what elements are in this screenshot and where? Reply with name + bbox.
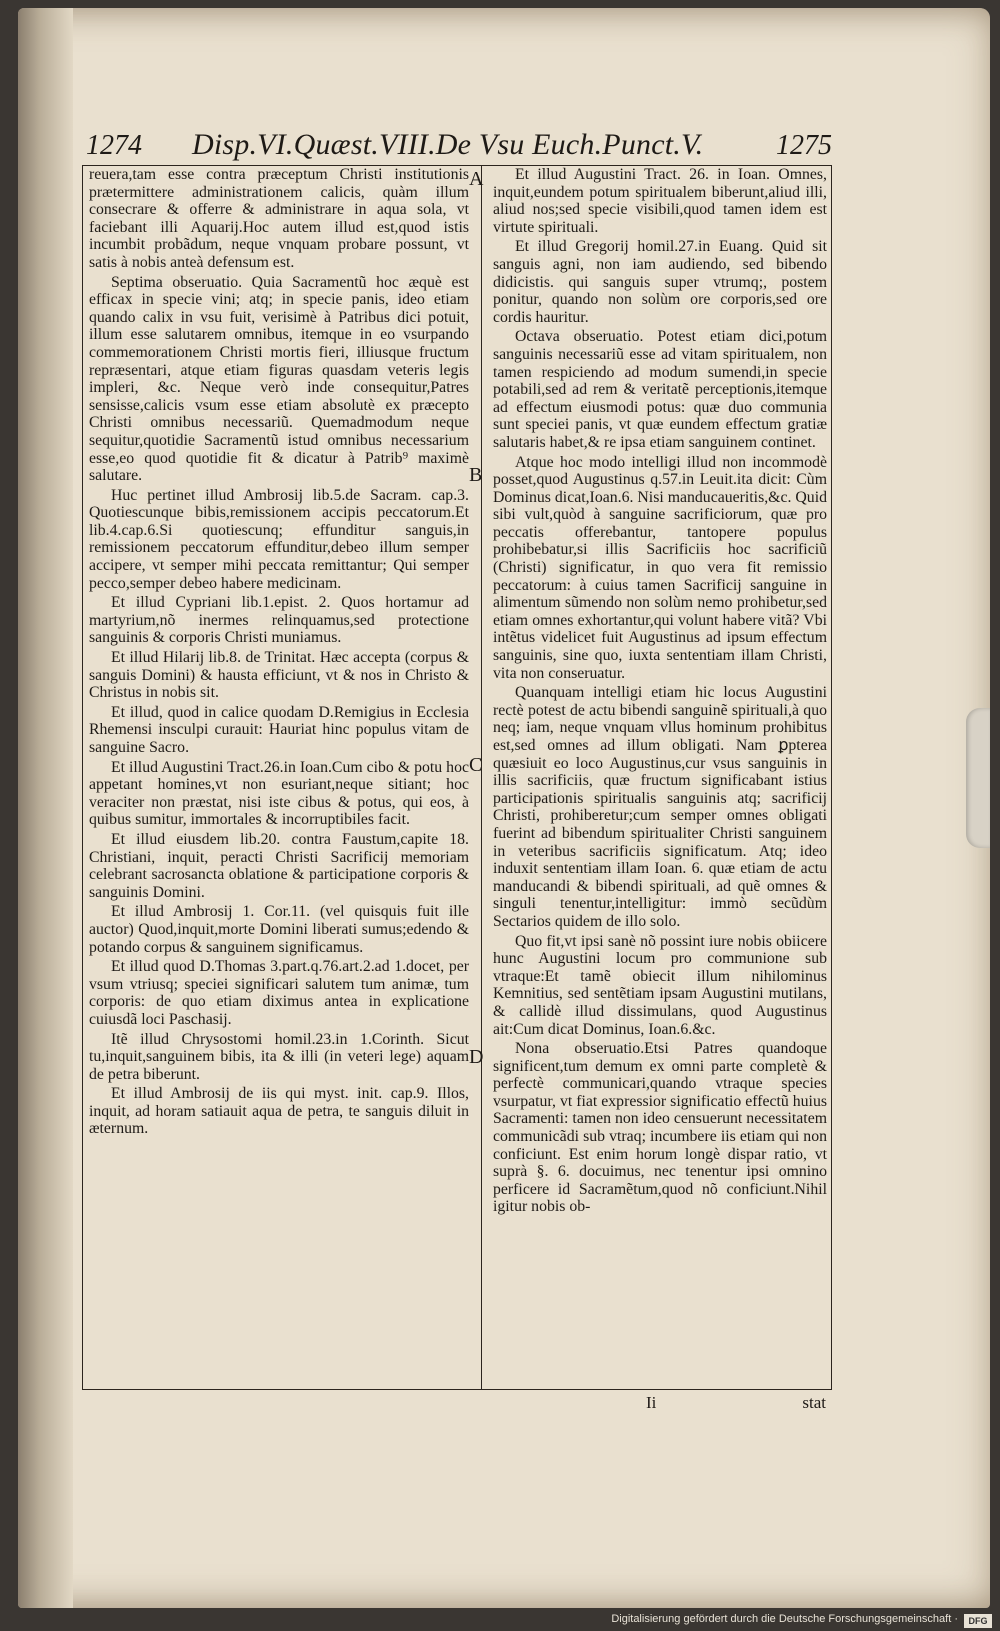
catchword: stat [802, 1393, 826, 1412]
paragraph: Et illud, quod in calice quodam D.Remigius in Ecclesia Rhemensi insculpi curauit: Hauriat hinc populus vitam de sanguine Sacro. [89, 703, 469, 756]
signature-mark: Ii [646, 1393, 657, 1412]
paragraph: Atque hoc modo intelligi illud non incommodè posset,quod Augustinus q.57.in Leuit.ita dicit: Cùm Dominus dicat,Ioan.6. Nisi manducaueritis,&c. Quid sibi vult,quòd à sanguine sacrificiorum, quæ pro peccatis offerebantur, tantopere populus prohibebatur,si illis Sacrificiis hoc sacrificiũ (Christi) significatur, in quo vera fit remissio peccatorum: à cuius tamen Sacrificij sanguine in alimentum sũmendo non solùm nemo prohibetur,sed etiam omnes exhortantur,qui volunt habere vitã? Vbi intẽtus videlicet fuit Augustinus ad ipsum effectum sanguinis, sine quo, iuxta sententiam illam Christi, vita non conseruatur. [493, 453, 827, 682]
dfg-logo: DFG [964, 1614, 992, 1628]
paragraph: reuera,tam esse contra præceptum Christi institutionis prætermittere administrationem calicis, quàm illum consecrare & offerre & administrare in aqua sola, vt faciebant illi Aquarij.Hoc autem illud est,quod istis incumbit probãdum, neque vnquam probare possunt, vt satis à nobis anteà defensum est. [89, 166, 469, 271]
page-footer [82, 1393, 832, 1417]
paragraph: Huc pertinet illud Ambrosij lib.5.de Sacram. cap.3. Quotiescunque bibis,remissionem accipis peccatorum.Et lib.4.cap.6.Si quotiescunq; effunditur sanguis,in remissionem peccatorum effunditur,debeo illum semper accipere, vt semper mihi peccata remittantur; Qui semper pecco,semper debeo habere medicinam. [89, 486, 469, 592]
running-title: Disp.VI.Quæst.VIII.De Vsu Euch.Punct.V. [192, 128, 704, 161]
paragraph: Quanquam intelligi etiam hic locus Augustini rectè potest de actu bibendi sanguinẽ spirituali,à quo neq; iam, neque vnquam vllus hominum prohibitus est,sed omnes ad illum obligati. Nam ꝑpterea quæsiuit eo loco Augustinus,cur vsus sanguinis in illis sacrificiis, quæ fructum significabant istius participationis spiritualis sanguinis atq; sacrificij Christi, prohiberetur;cum semper omnes obligati fuerint ad bibendum spiritualiter Christi sanguinem in veteribus sacrificiis significatum. Atq; ideo induxit sententiam illam Ioan. 6. quæ etiam de actu manducandi & bibendi spirituali, ad quẽ omnes & singuli tenentur,intelligitur: immò secũdùm Sectarios quidem de illo solo. [493, 684, 827, 930]
paragraph: Et illud Hilarij lib.8. de Trinitat. Hæc accepta (corpus & sanguis Domini) & hausta efficiunt, vt & nos in Christo & Christus in nobis sit. [89, 649, 469, 702]
paragraph: Quo fit,vt ipsi sanè nõ possint iure nobis obiicere hunc Augustini locum pro communione sub vtraque:Et tamẽ obiecit illum nihilominus Kemnitius, sed sentẽtiam ipsam Augustini mutilans, & callidè illud dissimulans, quod Augustinus ait:Cum dicat Dominus, Ioan.6.&c. [493, 932, 827, 1038]
paragraph: Octava obseruatio. Potest etiam dici,potum sanguinis necessariũ esse ad vitam spiritualem, non tamen respiciendo ad modum sumendi,in specie potabili,sed ad rem & veritatẽ perceptionis,itemque ad effectum eiusmodi potus: quæ duo communia sunt speciei panis, vt quæ eundem effectum gratiæ salutaris habet,& re ipsa etiam sanguinem continet. [493, 328, 827, 451]
book-page [18, 8, 990, 1608]
margin-letter-b: B [469, 464, 483, 486]
paragraph: Septima obseruatio. Quia Sacramentũ hoc æquè est efficax in specie vini; atq; in specie panis, ideo etiam quando calix in vsu fuit, verisimè à Patribus dici potuit, illum esse salutarem omnibus, itemque in eo vsurpando commemorationem Christi mortis fieri, illiusque fructum repræsentari, atque etiam figuras quasdam veteris legis impleri, &c. Neque verò inde consequitur,Patres sensisse,calicis vsum esse etiam absolutè ex præcepto Christi omnibus necessariũ. Quemadmodum neque sequitur,quotidie Sacramentũ istud omnibus necessarium esse,eo quod quotidie fit & dicatur à Patrib⁹ maximè salutare. [89, 273, 469, 485]
paragraph: Nona obseruatio.Etsi Patres quandoque significent,tum demum ex omni parte completè & perfectè communicari,quando vtraque species vsurpatur, vt fiat expressior significatio effectũ huius Sacramenti: tamen non ideo censuerunt necessitatem communicãdi sub vtraq; incumbere iis etiam qui non conficiunt. Est enim horum longè dispar ratio, vt suprà §. 6. docuimus, nec tenentur ipsi omnino perficere id Sacramẽtum,quod nõ conficiunt.Nihil igitur nobis ob- [493, 1040, 827, 1216]
paragraph: Et illud Cypriani lib.1.epist. 2. Quos hortamur ad martyrium,nõ inermes relinquamus,sed protectione sanguinis & corporis Christi muniamus. [89, 594, 469, 647]
digitization-credit: Digitalisierung gefördert durch die Deutsche Forschungsgemeinschaft · [611, 1613, 958, 1625]
paragraph: Et illud Ambrosij 1. Cor.11. (vel quisquis fuit ille auctor) Quod,inquit,morte Domini liberati sumus;edendo & potando corpus & sanguinem significamus. [89, 903, 469, 956]
margin-letter-c: C [469, 754, 483, 776]
margin-letter-a: A [469, 168, 484, 190]
right-column [493, 166, 827, 1218]
page-gutter [18, 8, 73, 1608]
running-header [82, 128, 832, 164]
column-divider [481, 166, 482, 1389]
page-clip [966, 708, 990, 848]
paragraph: Itẽ illud Chrysostomi homil.23.in 1.Corinth. Sicut tu,inquit,sanguinem bibis, ita & illi (in veteri lege) aquam de petra biberunt. [89, 1030, 469, 1083]
paragraph: Et illud quod D.Thomas 3.part.q.76.art.2.ad 1.docet, per vsum vtriusq; speciei significari salutem tum animæ, tum corporis: de quo etiam diximus antea in explicatione cuiusdã loci Paschasij. [89, 958, 469, 1028]
page-number-right: 1275 [776, 130, 832, 161]
paragraph: Et illud eiusdem lib.20. contra Faustum,capite 18. Christiani, inquit, peracti Christi Sacrificij memoriam celebrant sacrosancta oblatione & participatione corporis & sanguinis Domini. [89, 830, 469, 901]
page-number-left: 1274 [86, 130, 142, 161]
paragraph: Et illud Gregorij homil.27.in Euang. Quid sit sanguis agni, non iam audiendo, sed bibendo didicistis. qui sanguis super vtrumq;, postem ponitur, quando non solùm ore corporis,sed ore cordis hauritur. [493, 238, 827, 326]
left-column [89, 166, 469, 1140]
paragraph: Et illud Augustini Tract. 26. in Ioan. Omnes, inquit,eundem potum spiritualem biberunt,aliud illi, aliud nos;sed specie visibili,quod tamen idem est virtute spirituali. [493, 166, 827, 236]
margin-letter-d: D [469, 1046, 484, 1068]
paragraph: Et illud Ambrosij de iis qui myst. init. cap.9. Illos, inquit, ad horam satiauit aqua de petra, te sanguis diluit in æternum. [89, 1085, 469, 1138]
paragraph: Et illud Augustini Tract.26.in Ioan.Cum cibo & potu hoc appetant homines,vt non esuriant,neque sitiant; hoc veraciter non præstat, nisi iste cibus & potus, qui eos, à quibus sumitur, immortales & incorruptibiles facit. [89, 758, 469, 829]
text-frame [82, 165, 832, 1390]
